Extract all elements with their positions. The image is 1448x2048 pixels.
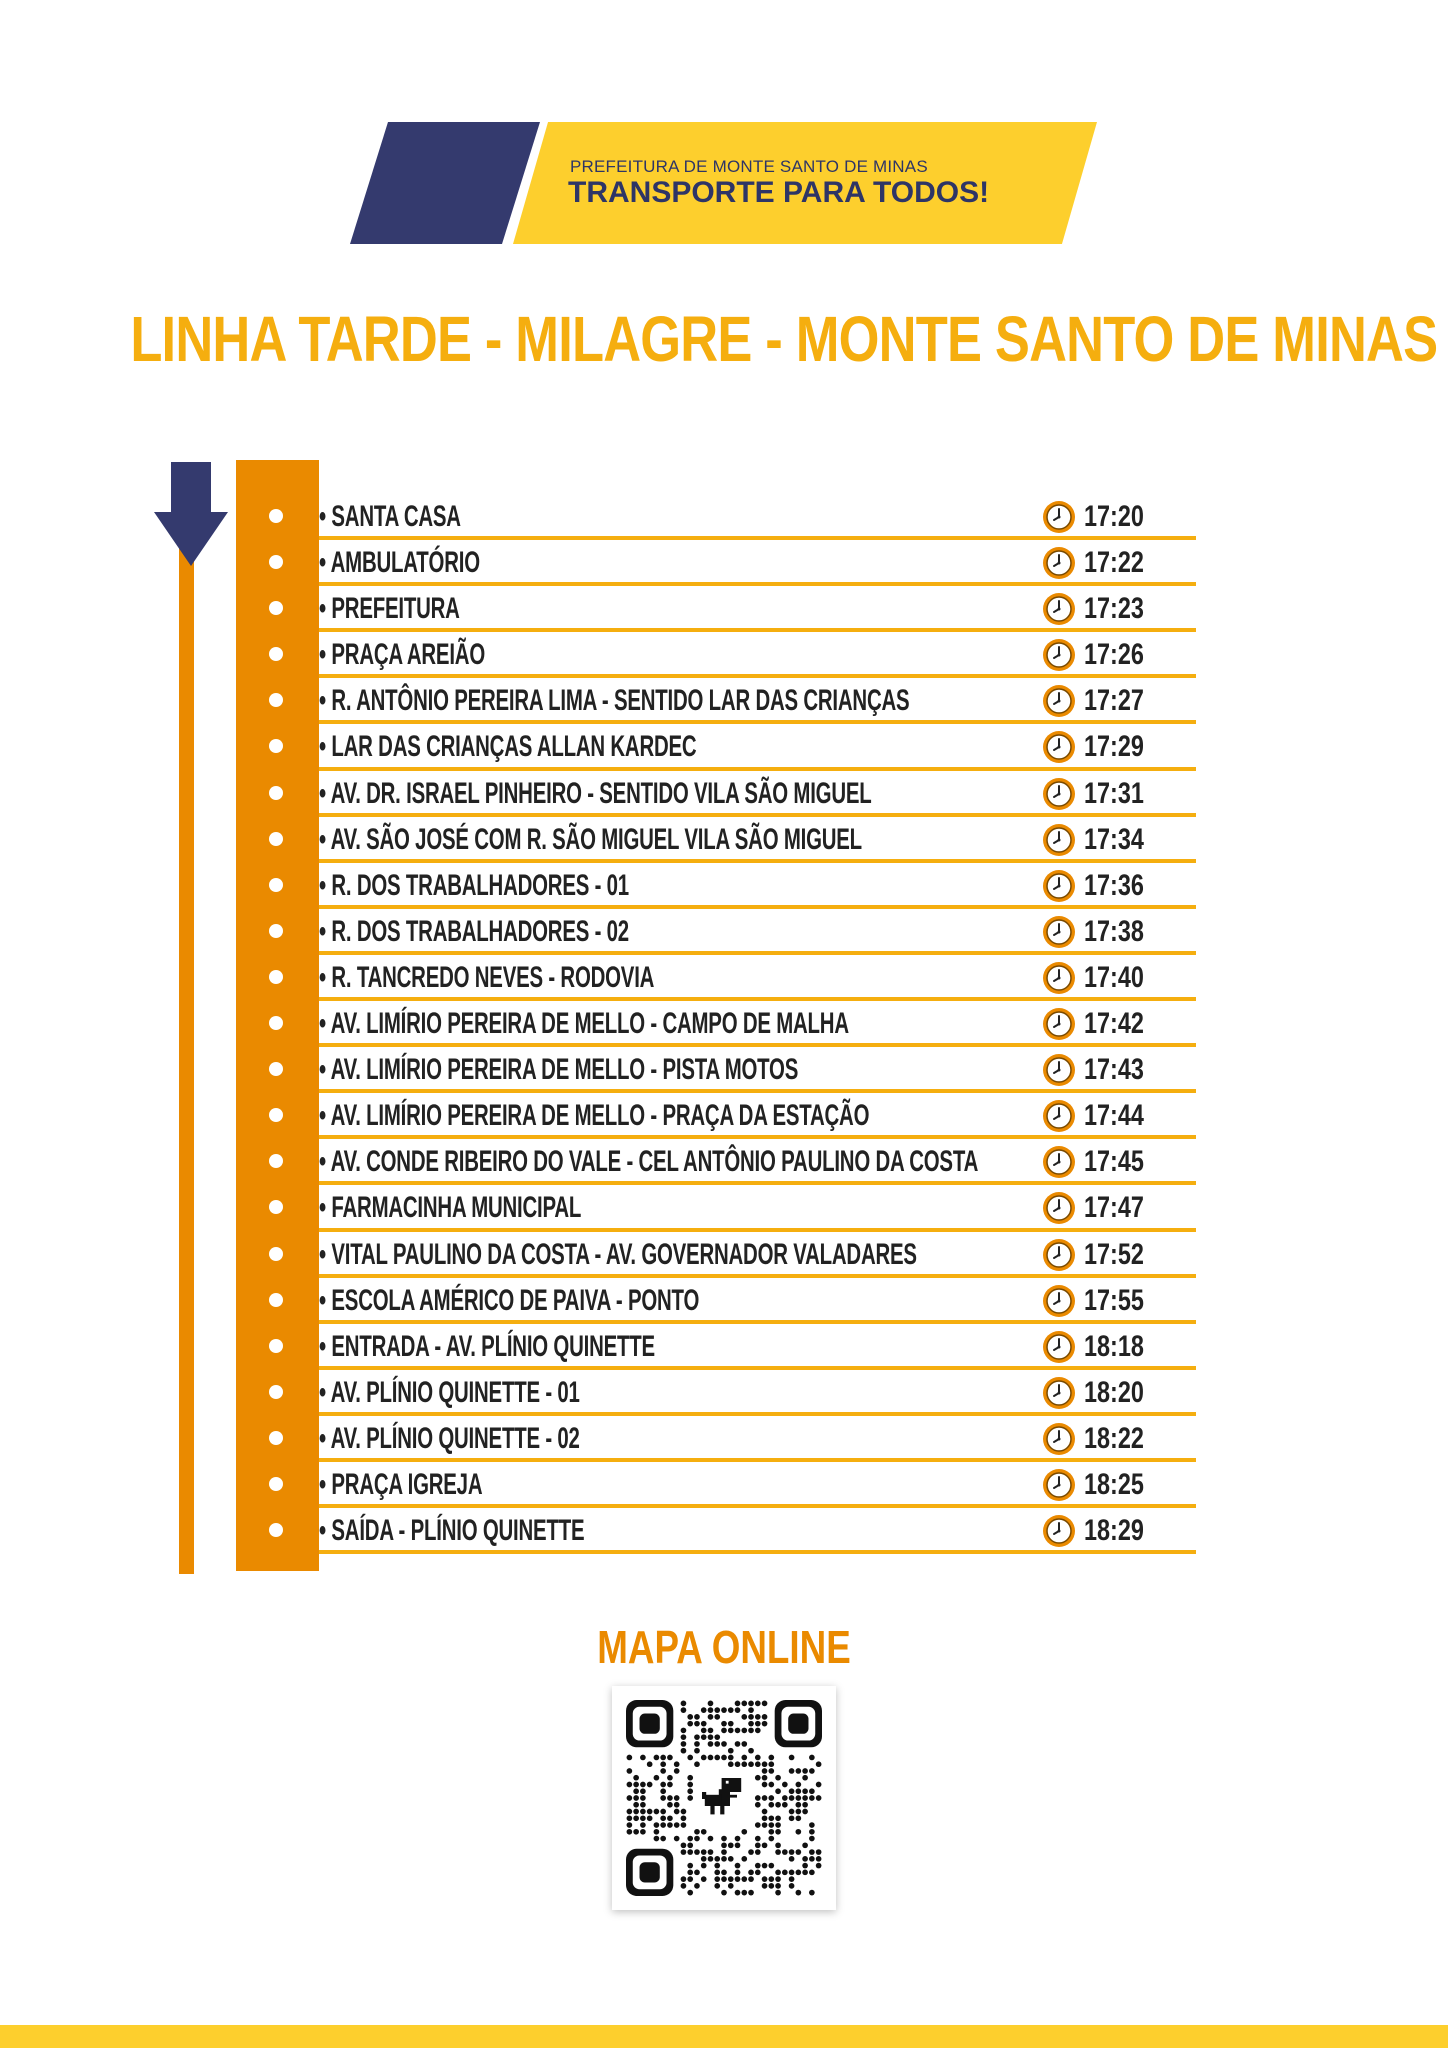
stop-time: 17:34 bbox=[1084, 822, 1144, 856]
stop-name: • AV. LIMÍRIO PEREIRA DE MELLO - PRAÇA DA ESTAÇÃO bbox=[319, 1099, 870, 1133]
clock-icon bbox=[1042, 546, 1076, 580]
stop-row bbox=[236, 863, 1196, 909]
clock-icon bbox=[1042, 1284, 1076, 1318]
stop-row bbox=[236, 955, 1196, 1001]
stop-time: 17:45 bbox=[1084, 1145, 1144, 1179]
stop-dot bbox=[269, 1431, 283, 1445]
stop-name: • SANTA CASA bbox=[319, 500, 461, 533]
stop-name: • AV. PLÍNIO QUINETTE - 01 bbox=[319, 1375, 580, 1409]
stop-dot bbox=[269, 786, 283, 800]
clock-icon bbox=[1042, 592, 1076, 626]
stop-dot bbox=[269, 1154, 283, 1168]
stop-name: • ESCOLA AMÉRICO DE PAIVA - PONTO bbox=[319, 1283, 700, 1317]
stop-name: • LAR DAS CRIANÇAS ALLAN KARDEC bbox=[319, 730, 697, 764]
qr-code[interactable] bbox=[612, 1686, 836, 1910]
stop-time: 17:47 bbox=[1084, 1191, 1144, 1225]
stop-name: • PRAÇA AREIÃO bbox=[319, 638, 485, 672]
stop-row bbox=[236, 724, 1196, 770]
stop-row bbox=[236, 1370, 1196, 1416]
clock-icon bbox=[1042, 1145, 1076, 1179]
clock-icon bbox=[1042, 823, 1076, 857]
stop-name: • R. DOS TRABALHADORES - 02 bbox=[319, 914, 629, 948]
clock-icon bbox=[1042, 1514, 1076, 1548]
stop-dot bbox=[269, 1293, 283, 1307]
stop-row bbox=[236, 586, 1196, 632]
stop-time: 17:26 bbox=[1084, 638, 1144, 672]
stop-time: 17:22 bbox=[1084, 546, 1144, 580]
stop-row bbox=[236, 632, 1196, 678]
clock-icon bbox=[1042, 1468, 1076, 1502]
stop-row bbox=[236, 1462, 1196, 1508]
stop-time: 17:23 bbox=[1084, 592, 1144, 626]
stop-name: • PRAÇA IGREJA bbox=[319, 1467, 483, 1501]
clock-icon bbox=[1042, 1007, 1076, 1041]
stop-time: 17:36 bbox=[1084, 868, 1144, 902]
stop-row bbox=[236, 909, 1196, 955]
clock-icon bbox=[1042, 1238, 1076, 1272]
stop-row bbox=[236, 1185, 1196, 1231]
stop-dot bbox=[269, 1385, 283, 1399]
stop-row bbox=[236, 1508, 1196, 1554]
stop-dot bbox=[269, 693, 283, 707]
banner-subtitle: PREFEITURA DE MONTE SANTO DE MINAS bbox=[570, 157, 928, 176]
stop-row bbox=[236, 817, 1196, 863]
stop-dot bbox=[269, 832, 283, 846]
stop-time: 17:29 bbox=[1084, 730, 1144, 764]
stop-name: • AV. CONDE RIBEIRO DO VALE - CEL ANTÔNIO PAULINO DA COSTA bbox=[319, 1145, 979, 1179]
map-title: MAPA ONLINE bbox=[597, 1621, 851, 1673]
stop-name: • R. TANCREDO NEVES - RODOVIA bbox=[319, 960, 655, 994]
stop-dot bbox=[269, 1523, 283, 1537]
stop-name: • AV. LIMÍRIO PEREIRA DE MELLO - PISTA MOTOS bbox=[319, 1053, 799, 1087]
stop-name: • AV. SÃO JOSÉ COM R. SÃO MIGUEL VILA SÃO MIGUEL bbox=[319, 822, 862, 856]
clock-icon bbox=[1042, 1099, 1076, 1133]
stop-name: • PREFEITURA bbox=[319, 592, 460, 626]
clock-icon bbox=[1042, 915, 1076, 949]
clock-icon bbox=[1042, 1330, 1076, 1364]
clock-icon bbox=[1042, 638, 1076, 672]
stop-name: • AV. LIMÍRIO PEREIRA DE MELLO - CAMPO DE MALHA bbox=[319, 1007, 849, 1041]
stop-row bbox=[236, 678, 1196, 724]
stop-time: 17:27 bbox=[1084, 684, 1144, 718]
clock-icon bbox=[1042, 1053, 1076, 1087]
stop-dot bbox=[269, 647, 283, 661]
stop-row bbox=[236, 1093, 1196, 1139]
stop-row bbox=[236, 494, 1196, 540]
stop-row bbox=[236, 771, 1196, 817]
stop-time: 18:20 bbox=[1084, 1375, 1144, 1409]
stop-time: 18:22 bbox=[1084, 1421, 1144, 1455]
stop-name: • AV. DR. ISRAEL PINHEIRO - SENTIDO VILA SÃO MIGUEL bbox=[319, 776, 872, 810]
qr-code-image bbox=[626, 1700, 822, 1896]
clock-icon bbox=[1042, 730, 1076, 764]
stop-name: • FARMACINHA MUNICIPAL bbox=[319, 1191, 582, 1225]
stop-time: 17:55 bbox=[1084, 1283, 1144, 1317]
clock-icon bbox=[1042, 1376, 1076, 1410]
stop-row bbox=[236, 1416, 1196, 1462]
stop-time: 18:18 bbox=[1084, 1329, 1144, 1363]
banner-navy-shape bbox=[350, 122, 540, 244]
stop-time: 17:44 bbox=[1084, 1099, 1144, 1133]
stop-name: • AV. PLÍNIO QUINETTE - 02 bbox=[319, 1421, 580, 1455]
stop-dot bbox=[269, 1062, 283, 1076]
arrow-down-icon bbox=[154, 462, 228, 566]
stop-dot bbox=[269, 601, 283, 615]
stop-dot bbox=[269, 555, 283, 569]
header-banner bbox=[0, 0, 1448, 260]
dinosaur-icon bbox=[702, 1778, 741, 1814]
clock-icon bbox=[1042, 684, 1076, 718]
stop-time: 17:40 bbox=[1084, 960, 1144, 994]
stop-name: • R. DOS TRABALHADORES - 01 bbox=[319, 868, 629, 902]
stop-dot bbox=[269, 1247, 283, 1261]
clock-icon bbox=[1042, 1422, 1076, 1456]
stop-dot bbox=[269, 878, 283, 892]
clock-icon bbox=[1042, 1191, 1076, 1225]
stop-dot bbox=[269, 1016, 283, 1030]
clock-icon bbox=[1042, 777, 1076, 811]
stop-time: 18:29 bbox=[1084, 1514, 1144, 1548]
stop-dot bbox=[269, 509, 283, 523]
clock-icon bbox=[1042, 500, 1076, 534]
stop-dot bbox=[269, 1108, 283, 1122]
stop-row bbox=[236, 1001, 1196, 1047]
stop-time: 17:38 bbox=[1084, 914, 1144, 948]
stop-row bbox=[236, 1324, 1196, 1370]
stop-name: • ENTRADA - AV. PLÍNIO QUINETTE bbox=[319, 1329, 655, 1363]
direction-arrow-shaft bbox=[179, 536, 194, 1574]
stop-dot bbox=[269, 739, 283, 753]
row-divider bbox=[319, 1550, 1196, 1554]
bottom-stripe bbox=[0, 2025, 1448, 2048]
stop-time: 17:31 bbox=[1084, 776, 1144, 810]
stop-name: • SAÍDA - PLÍNIO QUINETTE bbox=[319, 1514, 585, 1548]
stop-dot bbox=[269, 970, 283, 984]
stop-time: 18:25 bbox=[1084, 1467, 1144, 1501]
stop-row bbox=[236, 1139, 1196, 1185]
stop-time: 17:52 bbox=[1084, 1237, 1144, 1271]
stop-row bbox=[236, 1047, 1196, 1093]
stop-row bbox=[236, 1278, 1196, 1324]
stop-dot bbox=[269, 1477, 283, 1491]
stop-list bbox=[236, 494, 1196, 1554]
page-title: LINHA TARDE - MILAGRE - MONTE SANTO DE MINAS bbox=[130, 303, 1438, 375]
stop-name: • AMBULATÓRIO bbox=[319, 546, 480, 580]
clock-icon bbox=[1042, 869, 1076, 903]
stop-row bbox=[236, 540, 1196, 586]
stop-name: • VITAL PAULINO DA COSTA - AV. GOVERNADOR VALADARES bbox=[319, 1237, 917, 1271]
stop-dot bbox=[269, 924, 283, 938]
stop-dot bbox=[269, 1339, 283, 1353]
stop-time: 17:42 bbox=[1084, 1007, 1144, 1041]
stop-row bbox=[236, 1232, 1196, 1278]
clock-icon bbox=[1042, 961, 1076, 995]
stop-name: • R. ANTÔNIO PEREIRA LIMA - SENTIDO LAR DAS CRIANÇAS bbox=[319, 684, 910, 718]
stop-dot bbox=[269, 1200, 283, 1214]
banner-title: TRANSPORTE PARA TODOS! bbox=[568, 176, 990, 209]
stop-time: 17:20 bbox=[1084, 500, 1144, 533]
stop-time: 17:43 bbox=[1084, 1053, 1144, 1087]
